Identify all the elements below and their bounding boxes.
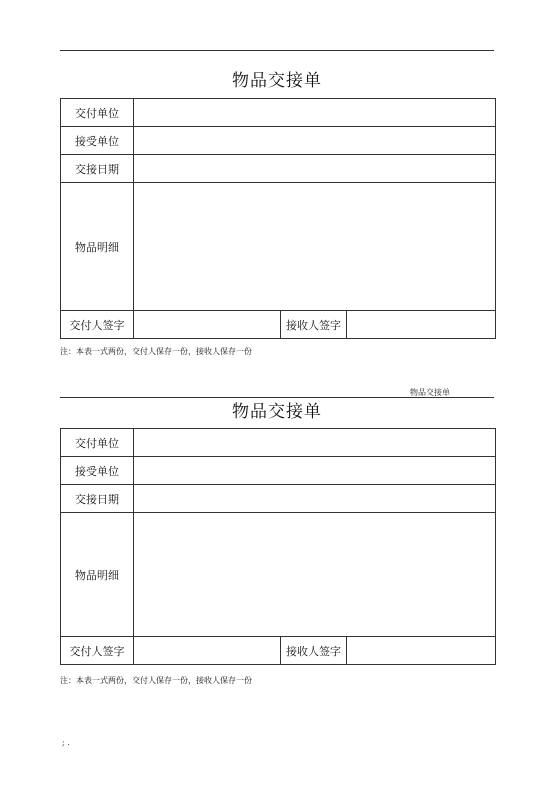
receiving-unit-label: 接受单位 bbox=[61, 127, 134, 155]
receiver-signature-label: 接收人签字 bbox=[281, 637, 347, 665]
form-title: 物品交接单 bbox=[232, 402, 322, 422]
table-row bbox=[61, 99, 496, 127]
form-note: 注：本表一式两份，交付人保存一份，接收人保存一份 bbox=[60, 347, 252, 356]
top-rule bbox=[60, 50, 494, 51]
receiving-unit-label: 接受单位 bbox=[61, 457, 134, 485]
table-row bbox=[61, 127, 496, 155]
item-details-label: 物品明细 bbox=[61, 183, 134, 311]
table-row bbox=[61, 311, 496, 339]
receiver-signature-field[interactable] bbox=[347, 311, 496, 339]
deliverer-signature-label: 交付人签字 bbox=[61, 637, 134, 665]
receiving-unit-field[interactable] bbox=[134, 127, 496, 155]
item-details-field[interactable] bbox=[134, 183, 496, 311]
delivering-unit-field[interactable] bbox=[134, 99, 496, 127]
deliverer-signature-field[interactable] bbox=[134, 311, 281, 339]
handover-date-label: 交接日期 bbox=[61, 485, 134, 513]
table-row bbox=[61, 637, 496, 665]
item-details-field[interactable] bbox=[134, 513, 496, 637]
delivering-unit-field[interactable] bbox=[134, 429, 496, 457]
handover-date-field[interactable] bbox=[134, 155, 496, 183]
delivering-unit-label: 交付单位 bbox=[61, 429, 134, 457]
footer-mark: ; . bbox=[62, 738, 70, 747]
table-row bbox=[61, 183, 496, 311]
form-note: 注：本表一式两份，交付人保存一份，接收人保存一份 bbox=[60, 676, 252, 685]
delivering-unit-label: 交付单位 bbox=[61, 99, 134, 127]
page-header-label: 物品交接单 bbox=[410, 388, 450, 397]
receiver-signature-field[interactable] bbox=[347, 637, 496, 665]
deliverer-signature-label: 交付人签字 bbox=[61, 311, 134, 339]
handover-date-label: 交接日期 bbox=[61, 155, 134, 183]
handover-form-table bbox=[60, 98, 496, 339]
receiving-unit-field[interactable] bbox=[134, 457, 496, 485]
table-row bbox=[61, 457, 496, 485]
handover-form-table bbox=[60, 428, 496, 665]
table-row bbox=[61, 513, 496, 637]
handover-date-field[interactable] bbox=[134, 485, 496, 513]
table-row bbox=[61, 155, 496, 183]
receiver-signature-label: 接收人签字 bbox=[281, 311, 347, 339]
form-title: 物品交接单 bbox=[232, 71, 322, 91]
item-details-label: 物品明细 bbox=[61, 513, 134, 637]
table-row bbox=[61, 429, 496, 457]
table-row bbox=[61, 485, 496, 513]
deliverer-signature-field[interactable] bbox=[134, 637, 281, 665]
